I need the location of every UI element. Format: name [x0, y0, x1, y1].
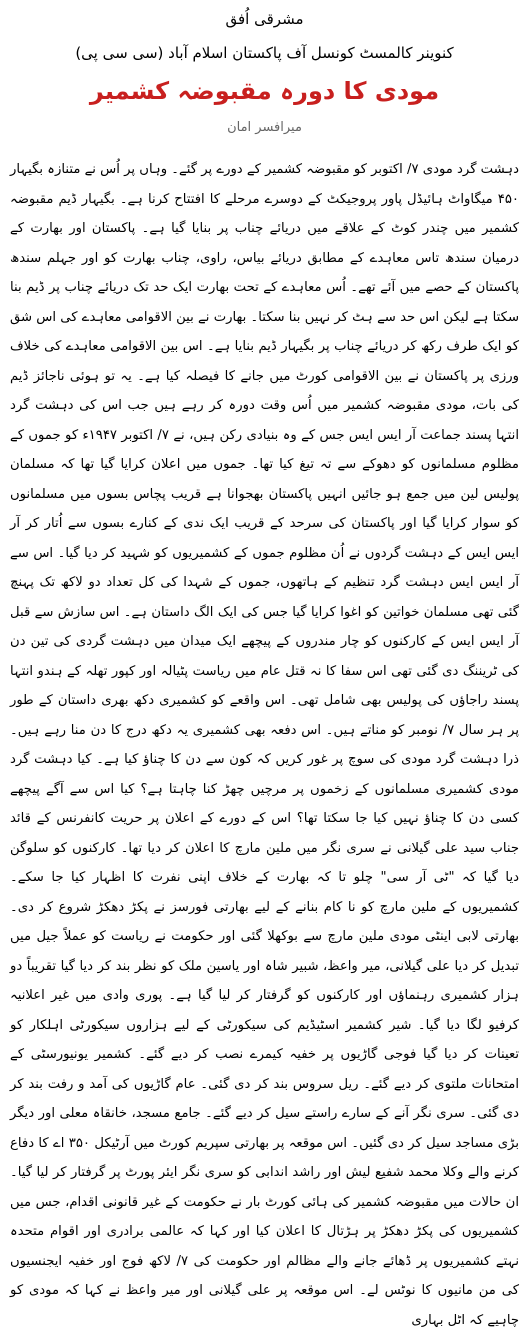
column-series-title: مشرقی اُفق — [225, 10, 304, 28]
author-designation: کنوینر کالمسٹ کونسل آف پاکستان اسلام آباد (سی سی پی) — [75, 44, 454, 62]
author-name: میرافسر امان — [227, 120, 302, 135]
article-title: مودی کا دورہ مقبوضہ کشمیر — [89, 77, 440, 105]
article-body — [10, 155, 519, 1335]
article-paragraph: دہشت گرد مودی ۷/ اکتوبر کو مقبوضہ کشمیر کے دورے پر گئے۔ وہاں پر اُس نے متنازہ بگیہار ۴۵۰ میگاواٹ ہائیڈل پاور پروجیکٹ کے دوسرے مرحلے کا افتتاح کرنا ہے۔ بگیہار ڈیم مقبوضہ کشمیر میں چندر کوٹ کے علاقے میں دریائے چناب پر بنایا گیا ہے۔ پاکستان اور بھارت کے درمیان سندھ تاس معاہدے کے مطابق دریائے بیاس، راوی، چناب بھارت کو اور جہلم سندھ پاکستان کے حصے میں آئے تھے۔ اُس معاہدے کے تحت بھارت ایک حد تک دریائے چناب پر ڈیم بنا سکتا ہے لیکن اس حد سے ہٹ کر نہیں بنا سکتا۔ بھارت نے بین الاقوامی معاہدے کی اس شق کو ایک طرف رکھ کر دریائے چناب پر بگیہار ڈیم بنایا ہے۔ اس بین الاقوامی معاہدے کی خلاف ورزی پر پاکستان نے بین الاقوامی کورٹ میں جانے کا فیصلہ کیا ہے۔ یہ تو ہوئی ناجائز ڈیم کی بات، مودی مقبوضہ کشمیر میں اُس وقت دورہ کر رہے ہیں جب اس کی دہشت گرد انتہا پسند جماعت آر ایس ایس جس کے وہ بنیادی رکن ہیں، نے ۷/ اکتوبر ۱۹۴۷ء کو جموں کے مظلوم مسلمانوں کو دھوکے سے تہ تیغ کیا تھا۔ جموں میں اعلان کرایا گیا تھا کہ مسلمان پولیس لین میں جمع ہو جائیں انہیں پاکستان بھجوانا ہے قریب پچاس بسوں میں مسلمانوں کو سوار کرایا گیا اور پاکستان کی سرحد کے قریب ایک ندی کے کنارے بسوں سے اُتار کر آر ایس ایس کے دہشت گردوں نے اُن مظلوم جموں کے کشمیریوں کو شہید کر دیا گیا۔ اس سے آر ایس ایس دہشت گرد تنظیم کے ہاتھوں، جموں کے شہدا کی کل تعداد دو لاکھ تک پہنچ گئی تھی مسلمان خواتین کو اغوا کرایا گیا جس کی ایک الگ داستان ہے۔ اس سازش سے قبل آر ایس ایس کے کارکنوں کو چار مندروں کے پیچھے ایک میدان میں دہشت گردی کی تین دن کی ٹریننگ دی گئی تھی اس سفا کا نہ قتل عام میں ریاست پٹیالہ اور کپور تھلہ کے ہندو انتہا پسند راجاؤں کی پولیس بھی شامل تھی۔ اس واقعے کو کشمیری دکھ بھری داستان کے طور پر ہر سال ۷/ نومبر کو مناتے ہیں۔ اس دفعہ بھی کشمیری یہ دکھ درج کا دن منا رہے ہیں۔ ذرا دہشت گرد مودی کی سوچ پر غور کریں کہ کون سے دن کا چناؤ کیا ہے۔ کیا دہشت گرد مودی کشمیری مسلمانوں کے زخموں پر مرچیں چھڑ کنا چاہتا ہے؟ کیا اس سے آگے پیچھے کسی دن کا چناؤ نہیں کیا جا سکتا تھا؟ اس کے دورے کے اعلان پر حریت کانفرنس کے قائد جناب سید علی گیلانی نے سری نگر میں ملین مارچ کا اعلان کر دیا تھا۔ کارکنوں کو سلوگن دیا گیا کہ "ٹی آر سی" چلو تا کہ بھارت کے خلاف اپنی نفرت کا اظہار کیا جا سکے۔ کشمیریوں کے ملین مارچ کو نا کام بنانے کے لیے بھارتی فورسز نے پکڑ دھکڑ شروع کر دی۔ بھارتی لابی اینٹی مودی ملین مارچ سے بوکھلا گئی اور حکومت نے ریاست کو عملاً جیل میں تبدیل کر دیا علی گیلانی، میر واعظ، شبیر شاہ اور یاسین ملک کو نظر بند کر دیا گیا تقریباً دو ہزار کشمیری رہنماؤں اور کارکنوں کو گرفتار کر لیا گیا ہے۔ پوری وادی میں غیر اعلانیہ کرفیو لگا دیا گیا۔ شیر کشمیر اسٹیڈیم کی سیکورٹی کے لیے ہزاروں سیکورٹی اہلکار کو تعینات کر دیا گیا فوجی گاڑیوں پر خفیہ کیمرے نصب کر دیے گئے۔ کشمیر یونیورسٹی کے امتحانات ملتوی کر دیے گئے۔ ریل سروس بند کر دی گئی۔ عام گاڑیوں کی آمد و رفت بند کر دی گئی۔ سری نگر آنے کے سارے راستے سیل کر دیے گئے۔ جامع مسجد، خانقاہ معلی اور دیگر بڑی مساجد سیل کر دی گئیں۔ اس موقعہ پر بھارتی سپریم کورٹ میں آرٹیکل ۳۵۰ اے کا دفاع کرنے والے وکلا محمد شفیع لیش اور راشد اندابی کو سری نگر ایئر پورٹ پر گرفتار کر لیا گیا۔ ان حالات میں مقبوضہ کشمیر کی ہائی کورٹ بار نے حکومت کے غیر قانونی اقدام، جس میں کشمیریوں کی پکڑ دھکڑ پر ہڑتال کا اعلان کیا اور کہا کہ عالمی برادری اور اقوام متحدہ نہتے کشمیریوں پر ڈھائے جانے والے مظالم اور حکومت کی ۷/ لاکھ فوج اور خفیہ ایجنسیوں کی من مانیوں کا نوٹس لے۔ اس موقعہ پر علی گیلانی اور میر واعظ نے کہا کہ مودی کو چاہیے کہ اٹل بہاری — [10, 162, 520, 1328]
